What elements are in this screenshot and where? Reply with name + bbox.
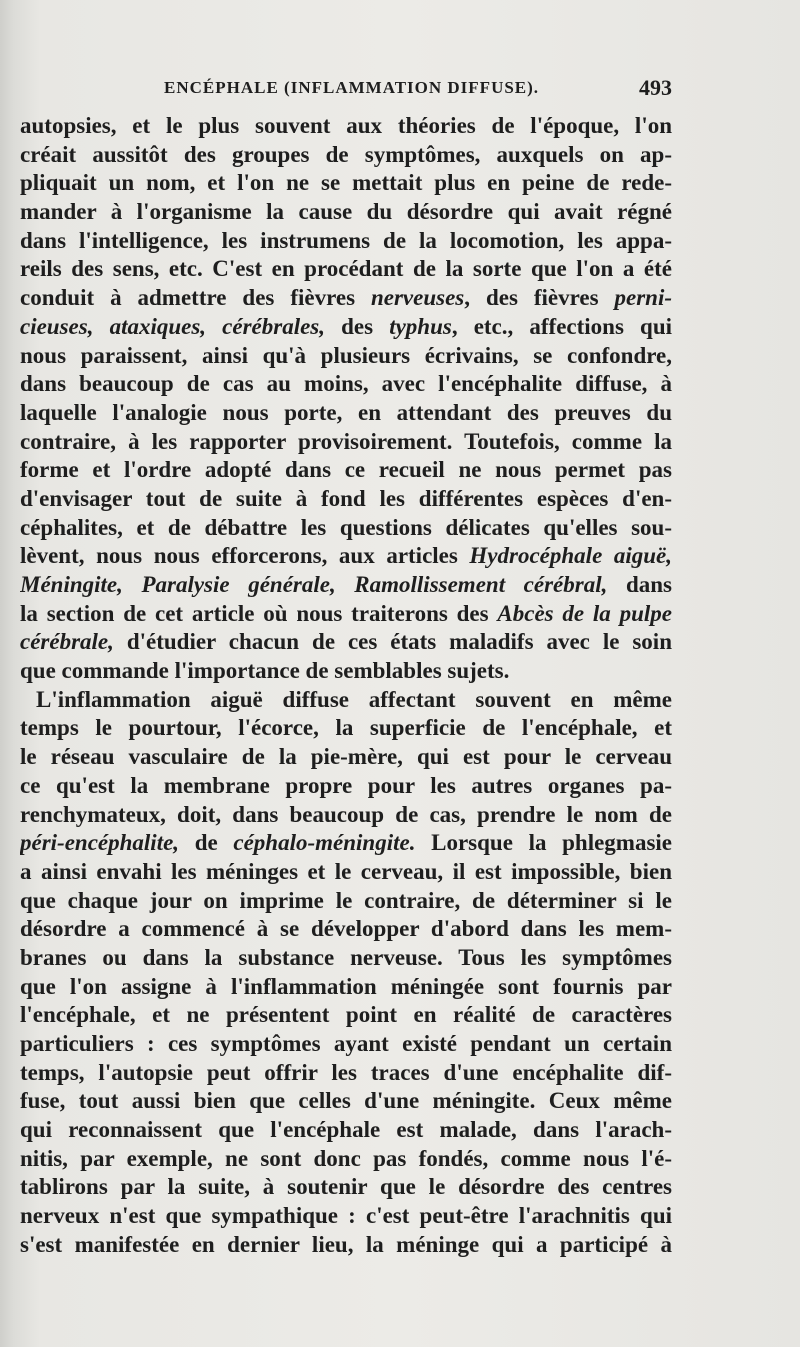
text-span: que commande l'importance de semblables sujets. [20, 658, 510, 684]
text-span: que chaque jour on imprime le contraire, de déterminer si le [20, 887, 672, 913]
text-span: mander à l'organisme la cause du désordre qui avait régné [20, 199, 672, 225]
text-line [20, 255, 672, 284]
text-span: branes ou dans la substance nerveuse. Tous les symptômes [20, 944, 672, 970]
text-span: reils des sens, etc. C'est en procédant de la sorte que l'on a été [20, 256, 672, 282]
text-line [20, 112, 672, 141]
text-line [20, 600, 672, 629]
text-span: céphalites, et de débattre les questions délicates qu'elles sou- [20, 514, 672, 540]
text-span: tablirons par la suite, à soutenir que le désordre des centres [20, 1174, 672, 1200]
text-line [20, 1173, 672, 1202]
text-line [20, 1001, 672, 1030]
body-text [20, 112, 672, 1260]
text-line [20, 1145, 672, 1174]
text-line [20, 1202, 672, 1231]
text-span: désordre a commencé à se développer d'abord dans les mem- [20, 916, 672, 942]
text-span: le réseau vasculaire de la pie-mère, qui est pour le cerveau [20, 744, 672, 770]
text-span: temps le pourtour, l'écorce, la superficie de l'encéphale, et [20, 715, 672, 741]
text-line [20, 714, 672, 743]
text-span: des [325, 313, 390, 339]
text-span: s'est manifestée en dernier lieu, la méninge qui a participé à [20, 1231, 672, 1257]
text-line [20, 514, 672, 543]
text-line [20, 1231, 672, 1260]
text-span: lèvent, nous nous efforcerons, aux articles [20, 543, 470, 569]
italic-span: Méningite, Paralysie générale, Ramollissement cérébral, [20, 572, 608, 597]
text-span: , etc., affections qui [451, 313, 672, 339]
text-line [20, 342, 672, 371]
text-line [20, 485, 672, 514]
text-line [20, 370, 672, 399]
text-line [20, 829, 672, 858]
text-span: forme et l'ordre adopté dans ce recueil ne nous permet pas [20, 457, 672, 483]
text-line [20, 915, 672, 944]
italic-span: céphalo-méningite. [233, 830, 416, 856]
text-line [20, 571, 672, 600]
text-span: autopsies, et le plus souvent aux théories de l'époque, l'on [20, 113, 672, 138]
text-line [20, 628, 672, 657]
text-line [20, 1059, 672, 1088]
text-span: d'étudier chacun de ces états maladifs avec le soin [113, 629, 672, 655]
text-line [20, 772, 672, 801]
text-span: la section de cet article où nous traiterons des [20, 600, 498, 626]
text-span: d'envisager tout de suite à fond les différentes espèces d'en- [20, 485, 672, 511]
text-line [20, 542, 672, 571]
text-line [20, 858, 672, 887]
text-line [20, 198, 672, 227]
text-span: particuliers : ces symptômes ayant existé pendant un certain [20, 1031, 672, 1056]
text-span: laquelle l'analogie nous porte, en attendant des preuves du [20, 399, 672, 425]
text-line [20, 141, 672, 170]
page-header [20, 75, 672, 108]
text-line [20, 801, 672, 830]
italic-span: nerveuses [370, 285, 465, 311]
text-line [20, 887, 672, 916]
italic-span: cérébrale, [20, 629, 114, 655]
text-span: ce qu'est la membrane propre pour les autres organes pa- [20, 772, 672, 798]
text-span: fuse, tout aussi bien que celles d'une méningite. Ceux même [20, 1088, 672, 1114]
text-span: conduit à admettre des fièvres [20, 285, 371, 311]
text-span: créait aussitôt des groupes de symptômes, auxquels on ap- [20, 141, 672, 167]
italic-span: péri-encéphalite, [20, 830, 180, 856]
text-line [20, 1087, 672, 1116]
text-line [20, 284, 672, 313]
text-line [20, 944, 672, 973]
text-line [20, 227, 672, 256]
text-span: dans beaucoup de cas au moins, avec l'encéphalite diffuse, à [20, 371, 672, 397]
text-span: dans l'intelligence, les instrumens de la locomotion, les appa- [20, 227, 672, 253]
text-line [20, 399, 672, 428]
text-line [20, 313, 672, 342]
text-line [20, 1116, 672, 1145]
text-line [20, 686, 672, 715]
text-span: nitis, par exemple, ne sont donc pas fondés, comme nous l'é- [20, 1145, 672, 1171]
italic-span: perni- [614, 285, 672, 311]
text-span: de [179, 830, 234, 856]
text-span: a ainsi envahi les méninges et le cerveau, il est impossible, bien [20, 858, 672, 884]
text-span: temps, l'autopsie peut offrir les traces d'une encéphalite dif- [20, 1059, 672, 1085]
text-span: nous paraissent, ainsi qu'à plusieurs écrivains, se confondre, [20, 342, 672, 368]
text-span: dans [607, 572, 672, 597]
text-span: , des fièvres [464, 285, 615, 311]
text-span: Lorsque la phlegmasie [415, 830, 672, 856]
text-span: renchymateux, doit, dans beaucoup de cas, prendre le nom de [20, 801, 672, 827]
text-line [20, 973, 672, 1002]
running-head: ENCÉPHALE (INFLAMMATION DIFFUSE). [164, 78, 540, 97]
text-span: L'inflammation aiguë diffuse affectant souvent en même [36, 686, 672, 712]
text-span: contraire, à les rapporter provisoirement. Toutefois, comme la [20, 428, 672, 454]
italic-span: Abcès de la pulpe [497, 600, 672, 626]
text-span: que l'on assigne à l'inflammation méningée sont fournis par [20, 973, 672, 999]
text-line [20, 169, 672, 198]
italic-span: typhus [389, 313, 452, 339]
italic-span: Hydrocéphale aiguë, [469, 543, 672, 569]
text-span: qui reconnaissent que l'encéphale est malade, dans l'arach- [20, 1117, 672, 1143]
text-span: pliquait un nom, et l'on ne se mettait plus en peine de rede- [20, 170, 672, 196]
text-span: l'encéphale, et ne présentent point en réalité de caractères [20, 1002, 672, 1028]
text-span: nerveux n'est que sympathique : c'est peut-être l'arachnitis qui [20, 1203, 672, 1229]
page-number: 493 [639, 75, 672, 100]
text-line [20, 456, 672, 485]
text-line [20, 428, 672, 457]
text-line [20, 1030, 672, 1059]
text-line [20, 743, 672, 772]
italic-span: cieuses, ataxiques, cérébrales, [20, 313, 325, 339]
text-line [20, 657, 672, 686]
